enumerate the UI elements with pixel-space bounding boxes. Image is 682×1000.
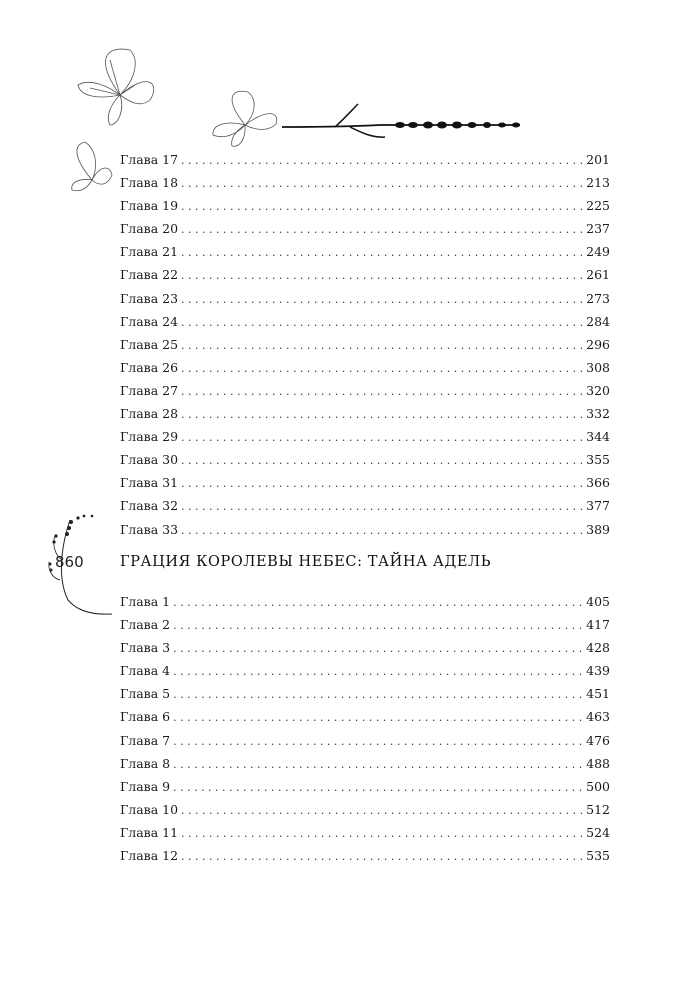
dot-leader	[181, 380, 584, 403]
chapter-page: 524	[586, 824, 610, 840]
chapter-label: Глава 10	[120, 801, 179, 817]
dot-leader	[173, 660, 584, 683]
dot-leader	[173, 614, 584, 637]
dot-leader	[173, 730, 584, 753]
toc-entry	[120, 356, 610, 379]
butterfly-icon	[213, 91, 277, 146]
chapter-label: Глава 23	[120, 290, 179, 306]
chapter-page: 389	[586, 521, 610, 537]
toc-entry	[120, 240, 610, 263]
toc-entry	[120, 148, 610, 171]
toc-entry	[120, 775, 610, 798]
dot-leader	[181, 799, 584, 822]
chapter-page: 417	[586, 617, 610, 633]
toc-entry	[120, 682, 610, 705]
dot-leader	[173, 591, 584, 614]
dot-leader	[181, 149, 584, 172]
dot-leader	[181, 241, 584, 264]
chapter-label: Глава 3	[120, 640, 171, 656]
toc-entry	[120, 518, 610, 541]
dot-leader	[181, 288, 584, 311]
chapter-page: 201	[586, 152, 610, 167]
toc-entry	[120, 844, 610, 867]
chapter-label: Глава 30	[120, 452, 179, 468]
chapter-page: 428	[586, 640, 610, 656]
chapter-page: 213	[586, 175, 610, 191]
dot-leader	[181, 172, 584, 195]
toc-entry	[120, 659, 610, 682]
chapter-page: 332	[586, 406, 610, 422]
toc-entry	[120, 333, 610, 356]
dot-leader	[181, 495, 584, 518]
chapter-label: Глава 32	[120, 498, 179, 514]
toc-entry	[120, 613, 610, 636]
chapter-label: Глава 11	[120, 824, 179, 840]
toc-entry	[120, 705, 610, 728]
butterfly-icon	[72, 142, 112, 191]
chapter-page: 463	[586, 709, 610, 725]
chapter-label: Глава 24	[120, 313, 179, 329]
chapter-label: Глава 33	[120, 521, 179, 537]
toc-entry	[120, 402, 610, 425]
chapter-page: 284	[586, 313, 610, 329]
page-number: 860	[55, 553, 84, 571]
chapter-page: 237	[586, 221, 610, 237]
toc-entry	[120, 379, 610, 402]
toc-entry	[120, 171, 610, 194]
toc-entry	[120, 752, 610, 775]
toc-entry	[120, 636, 610, 659]
dot-leader	[173, 776, 584, 799]
chapter-page: 225	[586, 198, 610, 214]
chapter-label: Глава 1	[120, 594, 171, 609]
chapter-page: 296	[586, 336, 610, 352]
toc-entry	[120, 194, 610, 217]
chapter-page: 308	[586, 359, 610, 375]
dot-leader	[181, 822, 584, 845]
chapter-page: 488	[586, 755, 610, 771]
chapter-label: Глава 25	[120, 336, 179, 352]
chapter-page: 405	[586, 594, 610, 609]
chapter-label: Глава 6	[120, 709, 171, 725]
chapter-page: 535	[586, 848, 610, 864]
toc-entry	[120, 310, 610, 333]
chapter-page: 261	[586, 267, 610, 283]
chapter-label: Глава 31	[120, 475, 179, 491]
chapter-label: Глава 21	[120, 244, 179, 260]
chapter-label: Глава 29	[120, 429, 179, 445]
chapter-page: 377	[586, 498, 610, 514]
chapter-page: 439	[586, 663, 610, 679]
chapter-page: 512	[586, 801, 610, 817]
dot-leader	[181, 449, 584, 472]
chapter-label: Глава 28	[120, 406, 179, 422]
chapter-label: Глава 20	[120, 221, 179, 237]
chapter-label: Глава 19	[120, 198, 179, 214]
table-of-contents-part-one	[120, 148, 610, 541]
dot-leader	[181, 519, 584, 542]
chapter-label: Глава 2	[120, 617, 171, 633]
part-two-title: ГРАЦИЯ КОРОЛЕВЫ НЕБЕС: ТАЙНА АДЕЛЬ	[120, 554, 492, 570]
toc-entry	[120, 287, 610, 310]
toc-entry	[120, 217, 610, 240]
dot-leader	[173, 753, 584, 776]
dot-leader	[181, 264, 584, 287]
chapter-label: Глава 12	[120, 848, 179, 864]
toc-entry	[120, 425, 610, 448]
toc-entry	[120, 590, 610, 613]
chapter-page: 273	[586, 290, 610, 306]
chapter-page: 344	[586, 429, 610, 445]
dot-leader	[181, 845, 584, 868]
chapter-page: 451	[586, 686, 610, 702]
dot-leader	[181, 195, 584, 218]
chapter-label: Глава 18	[120, 175, 179, 191]
toc-entry	[120, 471, 610, 494]
dot-leader	[173, 706, 584, 729]
chapter-label: Глава 22	[120, 267, 179, 283]
chapter-label: Глава 8	[120, 755, 171, 771]
chapter-page: 355	[586, 452, 610, 468]
dot-leader	[173, 637, 584, 660]
chapter-label: Глава 9	[120, 778, 171, 794]
toc-entry	[120, 494, 610, 517]
lavender-sprig-icon	[282, 104, 520, 137]
chapter-label: Глава 5	[120, 686, 171, 702]
dot-leader	[181, 357, 584, 380]
toc-entry	[120, 798, 610, 821]
toc-entry	[120, 821, 610, 844]
chapter-label: Глава 26	[120, 359, 179, 375]
dot-leader	[181, 403, 584, 426]
chapter-label: Глава 27	[120, 382, 179, 398]
toc-entry	[120, 448, 610, 471]
table-of-contents-part-two	[120, 590, 610, 867]
chapter-label: Глава 7	[120, 732, 171, 748]
chapter-page: 476	[586, 732, 610, 748]
chapter-page: 320	[586, 382, 610, 398]
chapter-label: Глава 4	[120, 663, 171, 679]
dot-leader	[181, 311, 584, 334]
dot-leader	[181, 472, 584, 495]
toc-entry	[120, 263, 610, 286]
toc-entry	[120, 729, 610, 752]
butterfly-icon	[78, 49, 154, 125]
dot-leader	[181, 218, 584, 241]
chapter-page: 500	[586, 778, 610, 794]
dot-leader	[181, 426, 584, 449]
chapter-page: 366	[586, 475, 610, 491]
dot-leader	[181, 334, 584, 357]
chapter-page: 249	[586, 244, 610, 260]
dot-leader	[173, 683, 584, 706]
chapter-label: Глава 17	[120, 152, 179, 167]
